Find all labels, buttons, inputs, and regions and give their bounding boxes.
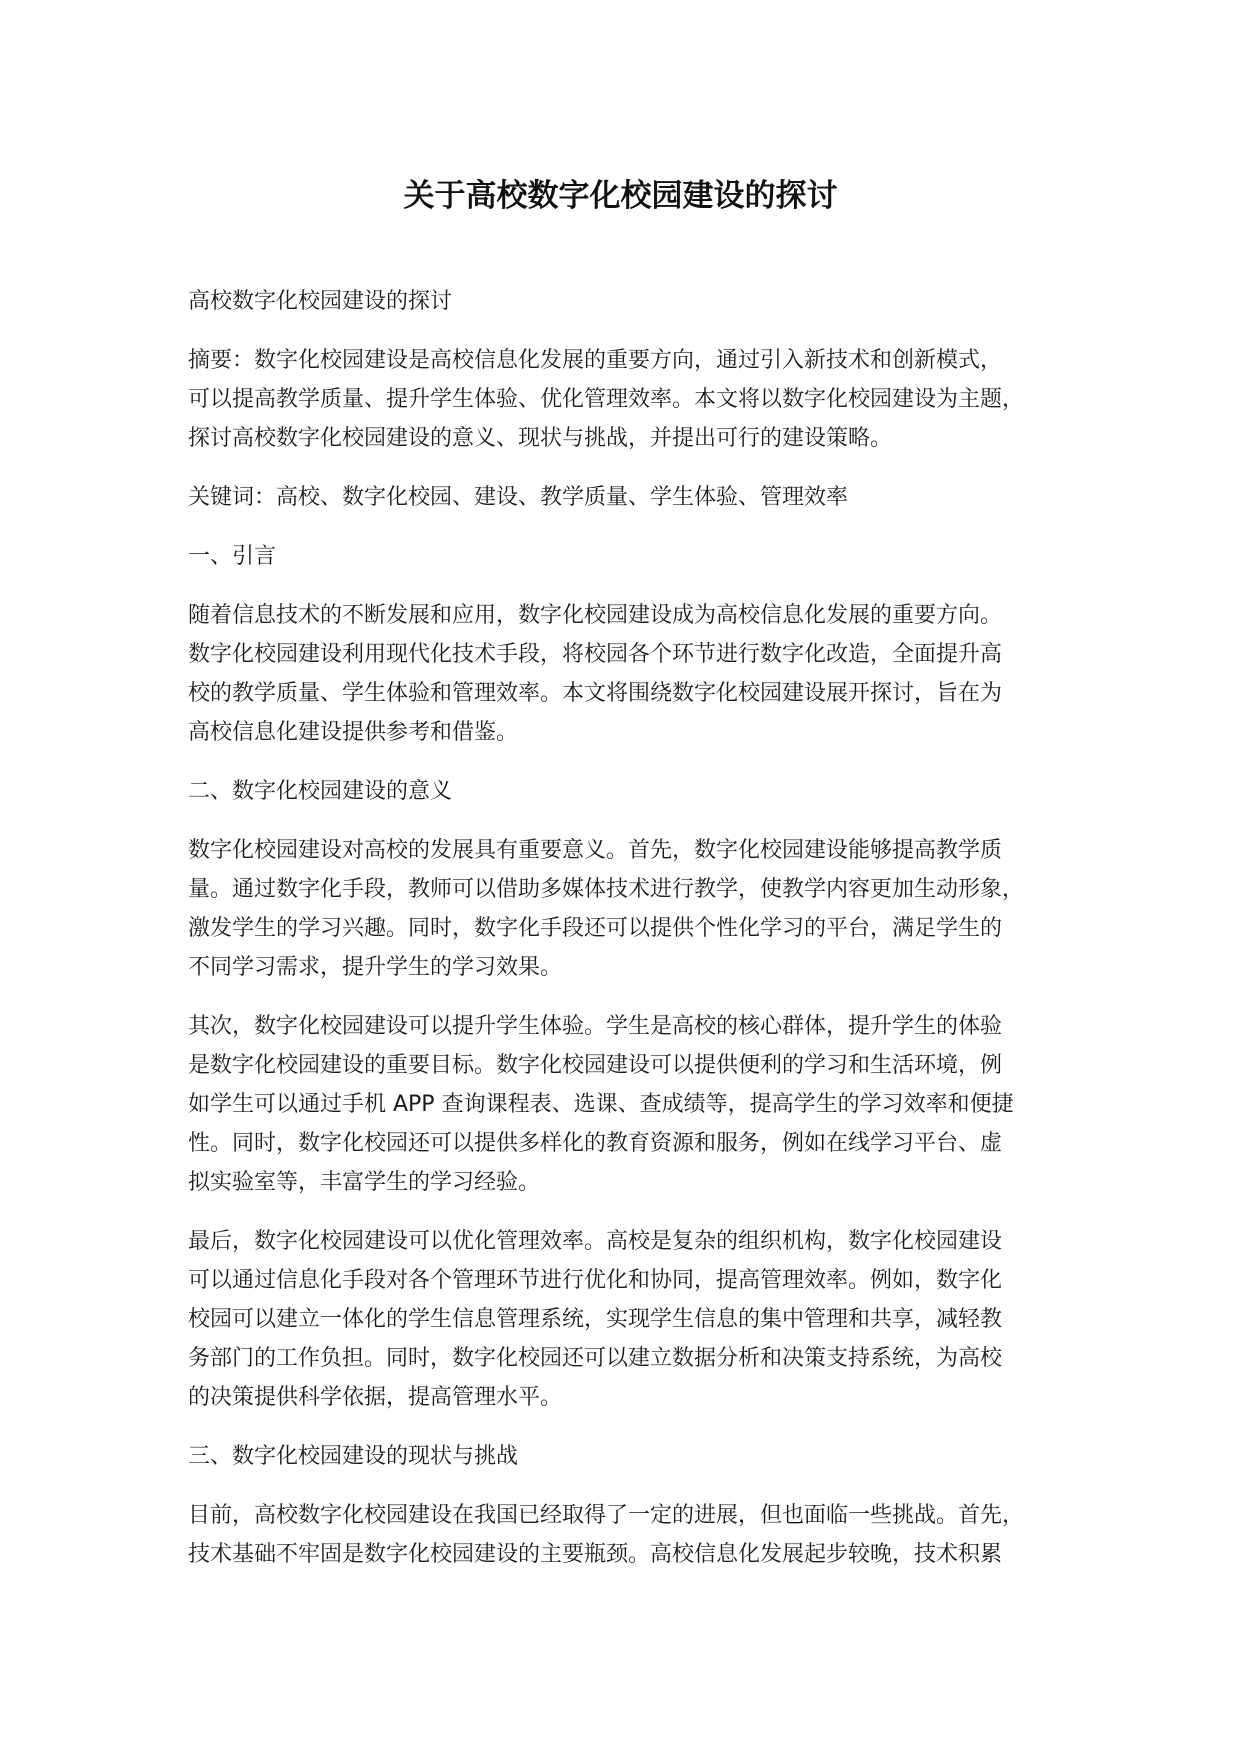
- paragraph-line: 的决策提供科学依据，提高管理水平。: [188, 1385, 563, 1410]
- paragraph-line: 可以通过信息化手段对各个管理环节进行优化和协同，提高管理效率。例如，数字化: [188, 1268, 1003, 1293]
- paragraph-line: 关键词：高校、数字化校园、建设、教学质量、学生体验、管理效率: [188, 485, 849, 510]
- paragraph-line: 校园可以建立一体化的学生信息管理系统，实现学生信息的集中管理和共享，减轻教: [188, 1307, 1003, 1332]
- paragraph-line: 数字化校园建设对高校的发展具有重要意义。首先，数字化校园建设能够提高教学质: [188, 838, 1003, 863]
- paragraph-line: 如学生可以通过手机 APP 查询课程表、选课、查成绩等，提高学生的学习效率和便捷: [188, 1092, 1014, 1117]
- paragraph: [188, 341, 1078, 458]
- paragraph: [188, 831, 1078, 987]
- paragraph-line: 随着信息技术的不断发展和应用，数字化校园建设成为高校信息化发展的重要方向。: [188, 603, 1003, 628]
- paragraph-line: 三、数字化校园建设的现状与挑战: [188, 1444, 519, 1469]
- paragraph: [188, 537, 1078, 576]
- paragraph: [188, 478, 1078, 517]
- paragraph-line: 探讨高校数字化校园建设的意义、现状与挑战，并提出可行的建设策略。: [188, 426, 893, 451]
- paragraph-line: 目前，高校数字化校园建设在我国已经取得了一定的进展，但也面临一些挑战。首先，: [188, 1503, 1025, 1528]
- paragraph: [188, 282, 1078, 321]
- paragraph-line: 其次，数字化校园建设可以提升学生体验。学生是高校的核心群体，提升学生的体验: [188, 1014, 1003, 1039]
- paragraph-line: 性。同时，数字化校园还可以提供多样化的教育资源和服务，例如在线学习平台、虚: [188, 1131, 1003, 1156]
- paragraph-line: 是数字化校园建设的重要目标。数字化校园建设可以提供便利的学习和生活环境，例: [188, 1053, 1003, 1078]
- paragraph: [188, 1437, 1078, 1476]
- paragraph-line: 高校信息化建设提供参考和借鉴。: [188, 720, 519, 745]
- paragraph-line: 拟实验室等，丰富学生的学习经验。: [188, 1170, 541, 1195]
- paragraph-line: 不同学习需求，提升学生的学习效果。: [188, 955, 563, 980]
- paragraph-line: 摘要：数字化校园建设是高校信息化发展的重要方向，通过引入新技术和创新模式，: [188, 348, 1003, 373]
- paragraph-line: 二、数字化校园建设的意义: [188, 779, 453, 804]
- paragraph-line: 技术基础不牢固是数字化校园建设的主要瓶颈。高校信息化发展起步较晚，技术积累: [188, 1542, 1003, 1567]
- paragraph-line: 数字化校园建设利用现代化技术手段，将校园各个环节进行数字化改造，全面提升高: [188, 642, 1003, 667]
- paragraph: [188, 1007, 1078, 1202]
- paragraph-line: 最后，数字化校园建设可以优化管理效率。高校是复杂的组织机构，数字化校园建设: [188, 1229, 1003, 1254]
- paragraph-line: 激发学生的学习兴趣。同时，数字化手段还可以提供个性化学习的平台，满足学生的: [188, 916, 1003, 941]
- paragraph-line: 一、引言: [188, 544, 277, 569]
- paragraph-line: 量。通过数字化手段，教师可以借助多媒体技术进行教学，使教学内容更加生动形象，: [188, 877, 1025, 902]
- document-body: [188, 282, 1078, 1594]
- paragraph-line: 可以提高教学质量、提升学生体验、优化管理效率。本文将以数字化校园建设为主题，: [188, 387, 1025, 412]
- document-title: 关于高校数字化校园建设的探讨: [403, 178, 838, 214]
- paragraph: [188, 1222, 1078, 1417]
- paragraph: [188, 772, 1078, 811]
- paragraph: [188, 1496, 1078, 1574]
- paragraph-line: 高校数字化校园建设的探讨: [188, 289, 453, 314]
- paragraph-line: 务部门的工作负担。同时，数字化校园还可以建立数据分析和决策支持系统，为高校: [188, 1346, 1003, 1371]
- paragraph: [188, 596, 1078, 752]
- paragraph-line: 校的教学质量、学生体验和管理效率。本文将围绕数字化校园建设展开探讨，旨在为: [188, 681, 1003, 706]
